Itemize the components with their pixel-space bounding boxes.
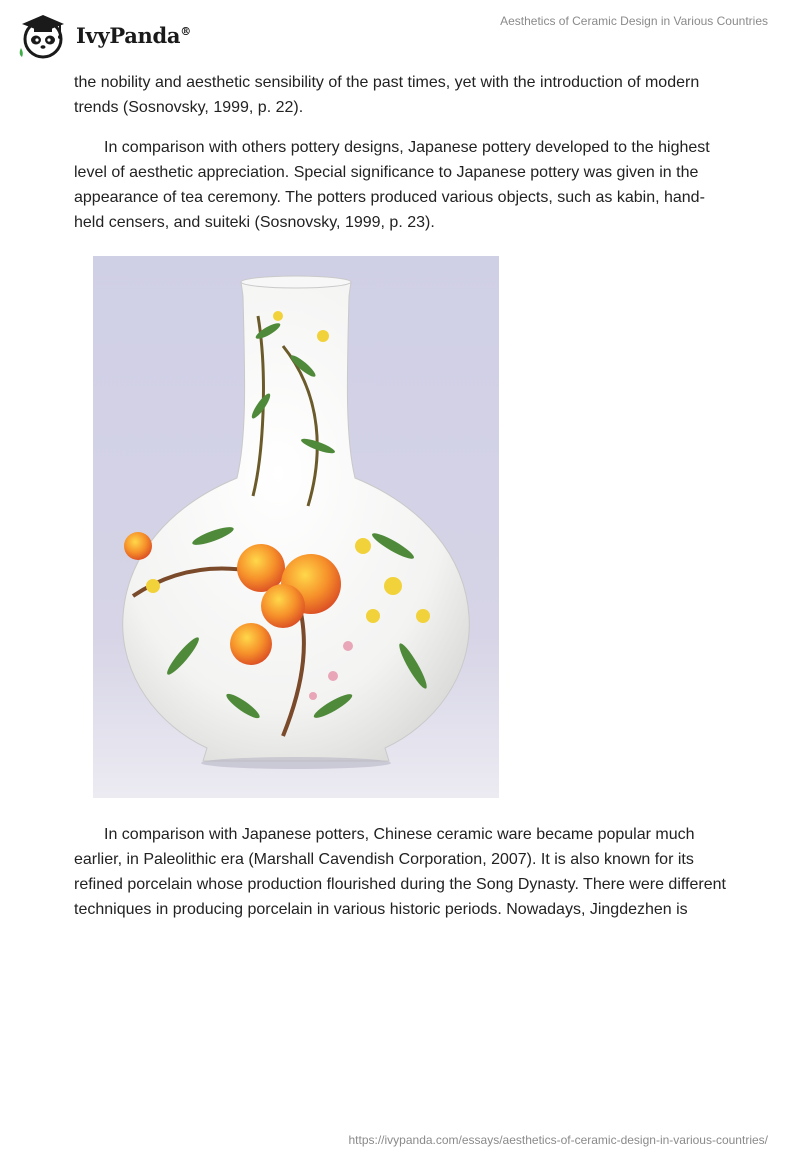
source-url[interactable]: https://ivypanda.com/essays/aesthetics-of-ceramic-design-in-various-countries/	[348, 1133, 768, 1147]
paragraph-japanese-pottery: In comparison with others pottery designs, Japanese pottery developed to the highest level of aesthetic appreciation. Special significance to Japanese pottery was given in the appearance of tea ceremony. The potters produced various objects, such as kabin, hand-held censers, and suiteki (Sosnovsky, 1999, p. 23).	[74, 139, 710, 231]
essay-body-continued	[74, 822, 734, 922]
page-header	[0, 0, 800, 70]
porcelain-vase-image	[93, 256, 499, 798]
vase-illustration	[93, 256, 499, 798]
paragraph-chinese-ceramics: In comparison with Japanese potters, Chinese ceramic ware became popular much earlier, in Paleolithic era (Marshall Cavendish Corporation, 2007). It is also known for its refined porcelain whose production flourished during the Song Dynasty. There were different techniques in producing porcelain in various historic periods. Nowadays, Jingdezhen is	[74, 826, 726, 918]
running-title: Aesthetics of Ceramic Design in Various Countries	[500, 14, 768, 28]
paragraph-continued: the nobility and aesthetic sensibility of the past times, yet with the introduction of modern trends (Sosnovsky, 1999, p. 22).	[74, 74, 700, 116]
essay-body	[74, 70, 734, 235]
brand-name: IvyPanda®	[76, 22, 191, 48]
ivypanda-logo[interactable]	[16, 8, 191, 62]
panda-graduate-icon	[16, 8, 70, 62]
